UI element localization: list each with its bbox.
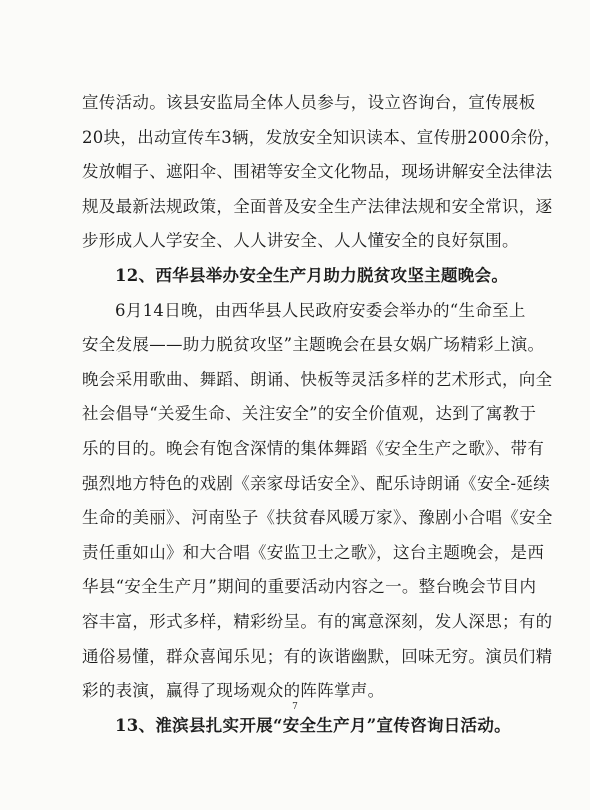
body-text [82,86,561,743]
paragraph-line: 生命的美丽》、河南坠子《扶贫春风暖万家》、豫剧小合唱《安全 [82,508,553,528]
paragraph-line: 20块，出动宣传车3辆，发放安全知识读本、宣传册2000余份， [82,127,561,147]
paragraph-line: 强烈地方特色的戏剧《亲家母话安全》、配乐诗朗诵《安全-延续 [82,473,551,493]
paragraph-line: 6月14日晚，由西华县人民政府安委会举办的“生命至上 [115,300,526,320]
page-number: 7 [292,702,298,712]
paragraph-line: 社会倡导“关爱生命、关注安全”的安全价值观，达到了寓教于 [82,404,537,424]
paragraph-line: 责任重如山》和大合唱《安监卫士之歌》，这台主题晚会，是西 [82,542,545,562]
paragraph-line: 晚会采用歌曲、舞蹈、朗诵、快板等灵活多样的艺术形式，向全 [82,369,553,389]
section-heading-13: 13、淮滨县扎实开展“安全生产月”宣传咨询日活动。 [115,715,511,735]
section-heading-12: 12、西华县举办安全生产月助力脱贫攻坚主题晚会。 [115,265,509,285]
paragraph-line: 乐的目的。晚会有饱含深情的集体舞蹈《安全生产之歌》、带有 [82,438,545,458]
paragraph-line: 宣传活动。该县安监局全体人员参与，设立咨询台，宣传展板 [82,93,536,112]
paragraph-line: 安全发展——助力脱贫攻坚”主题晚会在县女娲广场精彩上演。 [82,335,545,355]
paragraph-line: 发放帽子、遮阳伞、围裙等安全文化物品，现场讲解安全法律法 [82,162,553,182]
paragraph-line: 通俗易懂，群众喜闻乐见；有的诙谐幽默，回味无穷。演员们精 [82,646,553,666]
paragraph-line: 华县“安全生产月”期间的重要活动内容之一。整台晚会节目内 [82,577,537,597]
paragraph-line: 步形成人人学安全、人人讲安全、人人懂安全的良好氛围。 [82,231,519,251]
paragraph-line: 容丰富，形式多样，精彩纷呈。有的寓意深刻，发人深思；有的 [82,611,553,631]
paragraph-line: 彩的表演，赢得了现场观众的阵阵掌声。 [82,681,385,701]
paragraph-line: 规及最新法规政策，全面普及安全生产法律法规和安全常识，逐 [82,196,553,216]
